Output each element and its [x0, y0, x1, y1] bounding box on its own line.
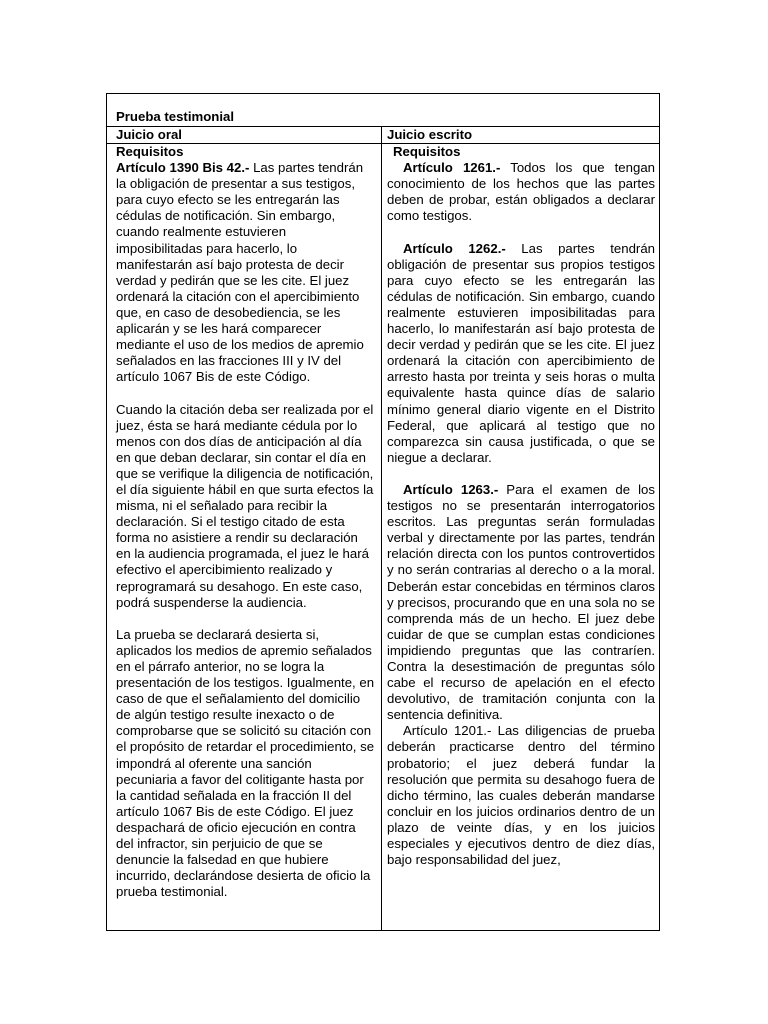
article-1201-paragraph: Artículo 1201.- Las diligencias de prueba deberán practicarse dentro del término probatorio; el juez deberá fundar la resolución que permita su desahogo fuera de dicho término, las cuales deberán mandarse concluir en los juicios ordinarios dentro de un plazo de veinte días, y en los juicios especiales y ejecutivos dentro de diez días, bajo responsabilidad del juez, [387, 723, 655, 868]
article-1262-label: Artículo 1262.- [403, 240, 506, 256]
juicio-escrito-cell [382, 144, 659, 868]
article-1261-paragraph [387, 160, 655, 224]
oral-paragraph-2: Cuando la citación deba ser realizada por el juez, ésta se hará mediante cédula por lo menos con dos días de anticipación al día en que deban declarar, sin contar el día en que se verifique la diligencia de notificación, el día siguiente hábil en que surta efectos la misma, ni el señalado para recibir la declaración. Si el testigo citado de esta forma no asistiere a rendir su declaración en la audiencia programada, el juez le hará efectivo el apercibimiento realizado y reprogramará su desahogo. En este caso, podrá suspenderse la audiencia. [116, 401, 374, 610]
oral-paragraph-3: La prueba se declarará desierta si, aplicados los medios de apremio señalados en el párrafo anterior, no se logra la presentación de los testigos. Igualmente, en caso de que el señalamiento del domicilio de algún testigo resulte inexacto o de comprobarse que se solicitó su citación con el propósito de retardar el procedimiento, se impondrá al oferente una sanción pecuniaria a favor del colitigante hasta por la cantidad señalada en la fracción II del artículo 1067 Bis de este Código. El juez despachará de oficio ejecución en contra del infractor, sin perjuicio de que se denuncie la falsedad en que hubiere incurrido, declarándose desierta de oficio la prueba testimonial. [116, 626, 375, 900]
article-1390-paragraph [116, 160, 375, 385]
article-1390-label: Artículo 1390 Bis 42.- [116, 160, 250, 176]
article-1262-paragraph [387, 241, 655, 466]
article-1263-text: Para el examen de los testigos no se presentarán interrogatorios escritos. Las preguntas serán formuladas verbal y directamente por las partes, tendrán relación directa con los puntos controvertidos y no serán contrarias al derecho o a la moral. Deberán estar concebidas en términos claros y precisos, procurando que en una sola no se comprenda más de un hecho. El juez debe cuidar de que se cumplan estas condiciones impidiendo preguntas que las contraríen. Contra la desestimación de preguntas sólo cabe el recurso de apelación en el efecto devolutivo, de tramitación conjunta con la sentencia definitiva. [387, 481, 655, 723]
header-right-cell [382, 127, 659, 143]
article-1261-text: Todos los que tengan conocimiento de los hechos que las partes deben de probar, están obligados a declarar como testigos. [387, 160, 655, 224]
requisitos-heading-oral: Requisitos [116, 144, 184, 159]
header-juicio-oral: Juicio oral [116, 127, 182, 142]
article-1263-label: Artículo 1263.- [403, 481, 499, 497]
juicio-oral-column [107, 144, 382, 930]
body-row [107, 144, 659, 930]
header-left-cell [107, 127, 382, 143]
table-title-row [107, 94, 659, 127]
article-1263-paragraph [387, 482, 655, 723]
article-1390-text: Las partes tendrán la obligación de presentar a sus testigos, para cuyo efecto se les entregarán las cédulas de notificación. Sin embargo, cuando realmente estuvieren imposibilitadas para hacerlo, lo manifestarán así bajo protesta de decir verdad y pedirán que se les cite. El juez ordenará la citación con el apercibimiento que, en caso de desobediencia, se les aplicarán y se les hará comparecer mediante el uso de los medios de apremio señalados en las fracciones III y IV del artículo 1067 Bis de este Código. [116, 160, 364, 385]
header-juicio-escrito: Juicio escrito [387, 127, 473, 142]
article-1262-text: Las partes tendrán obligación de presentar sus propios testigos para cuyo efecto se les entregarán las cédulas de notificación. Sin embargo, cuando realmente estuvieren imposibilitadas para hacerlo, lo manifestarán así bajo protesta de decir verdad y pedirán que se les cite. El juez ordenará la citación con apercibimiento de arresto hasta por treinta y seis horas o multa equivalente hasta quince días de salario mínimo general diario vigente en el Distrito Federal, que aplicará al testigo que no comparezca sin causa justificada, o que se niegue a declarar. [387, 240, 655, 465]
juicio-oral-cell [107, 144, 381, 900]
table-title: Prueba testimonial [116, 109, 234, 124]
header-row [107, 127, 659, 144]
requisitos-heading-escrito: Requisitos [393, 144, 461, 159]
juicio-escrito-column [382, 144, 659, 930]
article-1261-label: Artículo 1261.- [403, 160, 501, 176]
testimonial-comparison-table [106, 93, 660, 931]
